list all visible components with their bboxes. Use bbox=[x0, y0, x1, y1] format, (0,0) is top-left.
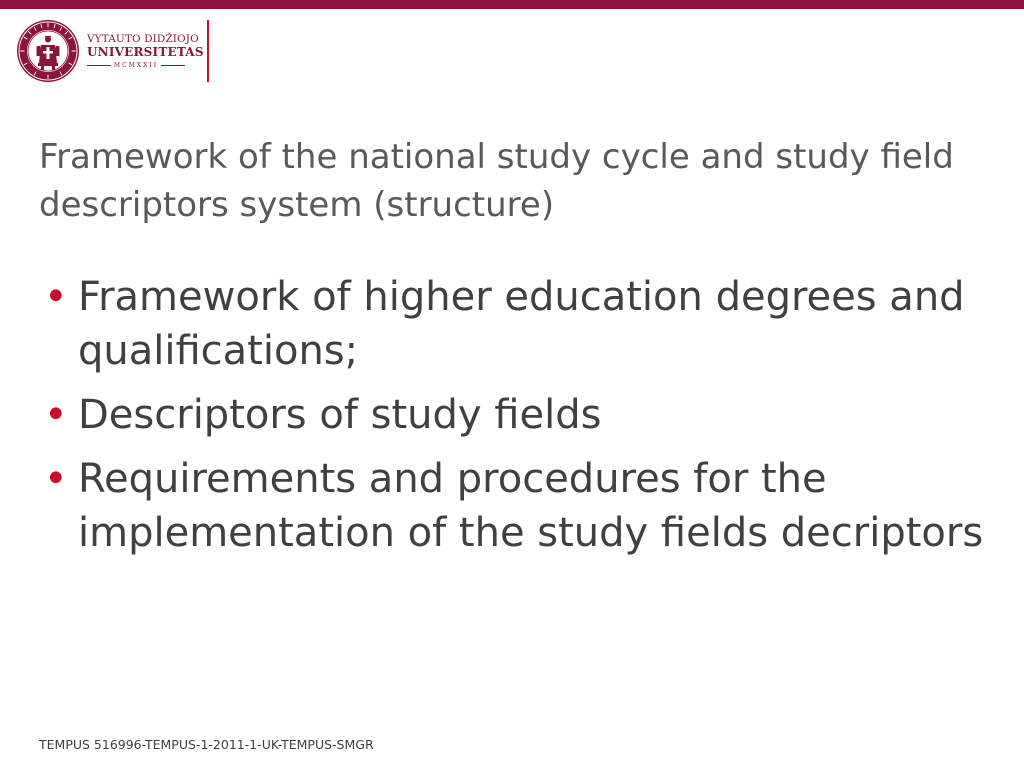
year-rule-left bbox=[87, 65, 111, 66]
bullet-dot-icon: • bbox=[44, 456, 68, 502]
university-name-line2: UNIVERSITETAS bbox=[87, 44, 204, 59]
slide-title: Framework of the national study cycle and study field descriptors system (structure) bbox=[39, 137, 954, 225]
bullet-text: Framework of higher education degrees and qualifications; bbox=[78, 274, 965, 374]
university-seal-icon bbox=[16, 19, 80, 83]
bullet-item bbox=[44, 388, 984, 442]
footer-text: TEMPUS 516996-TEMPUS-1-2011-1-UK-TEMPUS-SMGR bbox=[39, 737, 374, 752]
year-rule-right bbox=[161, 65, 185, 66]
bullet-dot-icon: • bbox=[44, 392, 68, 438]
bullet-list bbox=[44, 270, 984, 570]
founding-year-row bbox=[87, 62, 185, 70]
bullet-item bbox=[44, 270, 984, 378]
bullet-dot-icon: • bbox=[44, 274, 68, 320]
bullet-text: Requirements and procedures for the implementation of the study fields decriptors bbox=[78, 456, 984, 556]
bullet-text: Descriptors of study fields bbox=[78, 392, 602, 438]
logo-divider bbox=[207, 20, 209, 82]
university-wordmark bbox=[87, 33, 205, 70]
founding-year: MCMXXII bbox=[113, 61, 159, 69]
top-accent-bar bbox=[0, 0, 1024, 9]
bullet-item bbox=[44, 452, 984, 560]
university-logo bbox=[16, 18, 205, 84]
university-name-line1: VYTAUTO DIDŽIOJO bbox=[87, 32, 199, 45]
